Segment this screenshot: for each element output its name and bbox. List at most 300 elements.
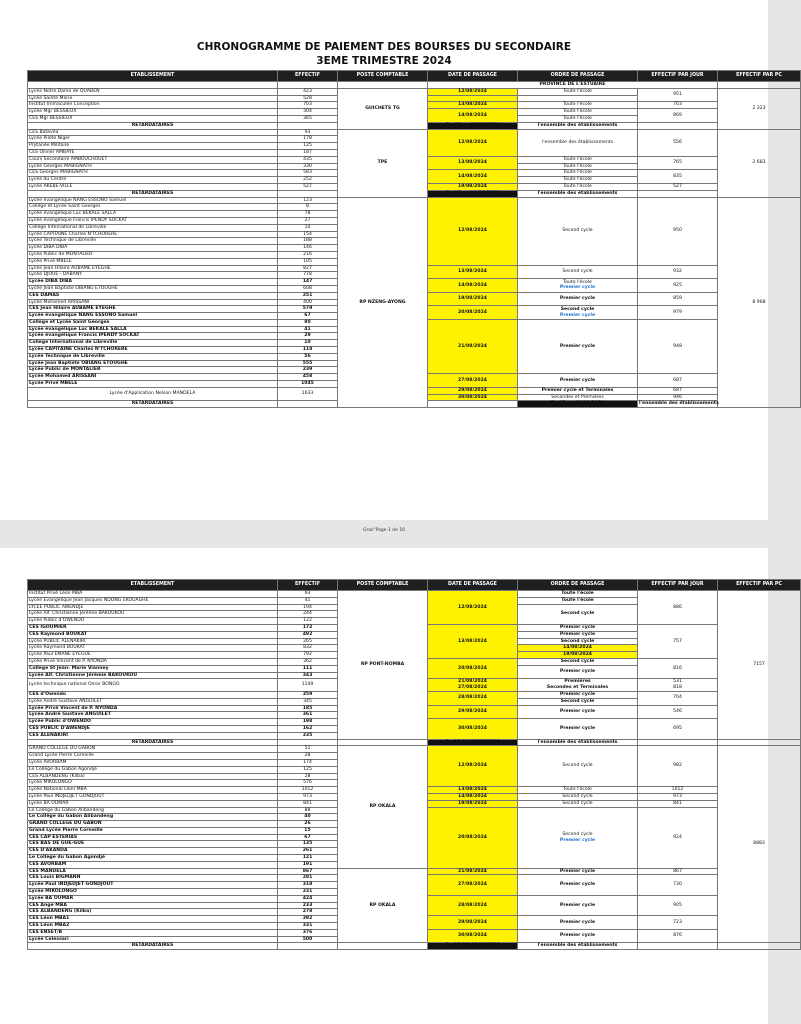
table-cell: 239 [278, 367, 338, 374]
table-cell: 125 [278, 766, 338, 773]
table-cell: 458 [278, 374, 338, 381]
table-cell: 703 [278, 102, 338, 109]
table-cell: 14/08/2024 [518, 645, 638, 652]
table-cell: 28 [278, 773, 338, 780]
table-cell [428, 401, 518, 408]
table-cell: Premier cycle [518, 319, 638, 373]
table-cell: 973 [278, 793, 338, 800]
table-cell: Lycée Public d'OWENDO [28, 719, 278, 726]
table-cell: 946 [638, 394, 718, 401]
header-row [28, 580, 801, 591]
table-cell: 832 [278, 645, 338, 652]
table-row [28, 197, 801, 204]
table-cell: Lycée Sainte Marie [28, 95, 278, 102]
table-cell: 118 [278, 347, 338, 354]
table-cell: 123 [278, 197, 338, 204]
table-cell: Second cycle Premier cycle [518, 306, 638, 320]
table-cell: Lycée MIKOLONGO [28, 780, 278, 787]
table-cell: Du 05 au 06/09/2024 [428, 122, 518, 129]
table-cell [278, 739, 338, 746]
table-cell: Lycée Alf. Christienne Jérémie BAKOUKOU [28, 672, 278, 679]
table-cell: 105 [278, 258, 338, 265]
table-cell: Toute l'école Premier cycle [518, 279, 638, 293]
table-cell: 188 [278, 238, 338, 245]
table-cell: RP NZENG-AYONG [338, 197, 428, 408]
table-cell: 859 [638, 292, 718, 306]
column-header: EFFECTIF [278, 71, 338, 82]
table-cell: 335 [278, 732, 338, 739]
table-cell: 135 [278, 841, 338, 848]
table-cell: Lycée Technique de Libreville [28, 353, 278, 360]
table-cell: 765 [638, 156, 718, 170]
table-cell: 608 [278, 285, 338, 292]
table-cell: 29/08/2024 [428, 387, 518, 394]
table-cell: Du 05 AU 06/09/2024 [428, 739, 518, 746]
table-cell: l'ensemble des établissements [518, 943, 638, 950]
table-row [28, 739, 801, 746]
table-cell: Lycée Privé Vincent de P. NYONDA [28, 658, 278, 665]
table-cell: 187 [278, 149, 338, 156]
table-cell: 265 [278, 638, 338, 645]
table-cell: 20/08/2024 [428, 658, 518, 678]
table-cell: Lycée Jean Baptiste OBIANG ETOUGHE [28, 285, 278, 292]
table-cell: Lycée AVORBAM [28, 759, 278, 766]
table-cell: LYCEE PUBLIC AWENDJE [28, 604, 278, 611]
table-cell: Second cycle [518, 698, 638, 705]
table-cell: 527 [278, 183, 338, 190]
table-cell: Lycée Public d'OWENDO [28, 618, 278, 625]
table-cell: 687 [638, 387, 718, 394]
table-cell: Premier cycle [518, 665, 638, 679]
table-cell: Second cycle [518, 800, 638, 807]
column-header: DATE DE PASSAGE [428, 580, 518, 591]
table-cell: CES Raymond BOUKAT [28, 631, 278, 638]
table-cell: CES ALBANDENG (Kilba) [28, 773, 278, 780]
table-cell: 345 [278, 698, 338, 705]
table-cell: Lycée Privé MBELE [28, 258, 278, 265]
table-cell: 778 [278, 272, 338, 279]
table-cell: Le Collège du Gabon Alibandeng [28, 807, 278, 814]
table-cell: 12/08/2024 [428, 129, 518, 156]
table-cell: Premier cycle [518, 916, 638, 930]
table-cell: 1149 [278, 679, 338, 692]
table-row [28, 868, 801, 875]
table-cell [638, 190, 718, 197]
table-cell: 841 [638, 800, 718, 807]
table-cell: 14/08/2024 [428, 793, 518, 800]
table-cell: CES PUBLIC D'AWENDJE [28, 725, 278, 732]
table-cell: 867 [278, 868, 338, 875]
table-cell: 905 [638, 895, 718, 915]
table-cell: Le Collège du Gabon Agondjé [28, 855, 278, 862]
table-cell: 869 [638, 109, 718, 123]
column-header: EFFECTIF PAR JOUR [638, 580, 718, 591]
table-cell: CES DAMAS [28, 292, 278, 299]
table-cell: Lycée Mgr BESSIEUX [28, 109, 278, 116]
table-cell: 835 [638, 170, 718, 184]
schedule-table-page-2 [27, 579, 801, 950]
table-cell: 41 [278, 597, 338, 604]
table-cell: RETARDATAIRES [28, 190, 278, 197]
table-cell: 555 [278, 360, 338, 367]
table-cell: 78 [278, 211, 338, 218]
table-cell: 318 [278, 882, 338, 889]
table-cell: 376 [278, 929, 338, 936]
table-cell [338, 739, 428, 746]
table-cell: 122 [278, 618, 338, 625]
table-cell: CES D'AKANDA [28, 848, 278, 855]
table-cell: RP PONT-NOMBA [338, 591, 428, 740]
table-cell: Secondes et Premières [518, 394, 638, 401]
table-row [28, 591, 801, 598]
header-row [28, 71, 801, 82]
table-cell: 331 [278, 923, 338, 930]
column-header: EFFECTIF PAR PC [718, 580, 801, 591]
table-cell: Premières Secondes et Terminales [518, 679, 638, 692]
table-cell: 13/08/2024 [428, 624, 518, 658]
table-cell: 67 [278, 313, 338, 320]
table-cell: Institut Privé Léon MBA [28, 591, 278, 598]
table-cell: Premier cycle [518, 875, 638, 895]
table-cell: 435 [278, 156, 338, 163]
table-cell: Lycée DJOUE - DABANY [28, 272, 278, 279]
table-cell: CES Batavéa [28, 129, 278, 136]
table-cell: CES AVORBAM [28, 861, 278, 868]
table-cell: CES Jean Hilaire AUBAME EYEGHE [28, 306, 278, 313]
table-cell: Premier cycle [518, 929, 638, 943]
table-cell [338, 82, 428, 89]
document-title: CHRONOGRAMME DE PAIEMENT DES BOURSES DU SECONDAIRE [196, 41, 572, 53]
table-cell: Lycée évangélique Luc BEKALE SALLA [28, 211, 278, 218]
table-cell: 392 [278, 916, 338, 923]
table-cell: Lycée Jean Hilaire AUBAME EYEGHE [28, 265, 278, 272]
table-cell: Lycée Mohamed ARISSANI [28, 299, 278, 306]
table-cell: 2 683 [718, 129, 801, 197]
table-cell [338, 943, 428, 950]
table-cell: Toute l'école [518, 109, 638, 116]
table-cell [718, 943, 801, 950]
table-cell: 19/08/2024 [428, 800, 518, 807]
table-cell: 973 [638, 793, 718, 800]
table-cell: 231 [278, 889, 338, 896]
table-cell: 841 [278, 800, 338, 807]
page-footer: Gras°Page 1 de 16 [362, 528, 406, 533]
table-cell: College St Jean- Marie Vianney [28, 665, 278, 672]
column-header: ETABLISSEMENT [28, 71, 278, 82]
column-header: POSTE COMPTABLE [338, 71, 428, 82]
table-cell: Toute l'école [518, 787, 638, 794]
table-cell: 93 [278, 129, 338, 136]
table-cell: 13/08/2024 [428, 102, 518, 109]
table-cell: Lycée Paul INDJEDJET GONDJOUT [28, 793, 278, 800]
table-cell: 867 [638, 868, 718, 875]
column-header: ORDRE DE PASSAGE [518, 580, 638, 591]
table-cell: Second cycle [518, 658, 638, 665]
table-cell: CES ENSET/B [28, 929, 278, 936]
column-header: ORDRE DE PASSAGE [518, 71, 638, 82]
table-cell: Lycée évangélique Francis IPENDY SOCKAT [28, 217, 278, 224]
table-cell: l'ensemble des établissements [639, 401, 719, 407]
table-cell [278, 122, 338, 129]
table-cell: CES BAS DE GUE-GUE [28, 841, 278, 848]
table-cell [278, 82, 338, 89]
table-cell: Toute l'école [518, 591, 638, 598]
table-cell: Lycée National Léon MBA [28, 787, 278, 794]
table-cell: Lycée Technique de Libreville [28, 238, 278, 245]
table-cell: CES ALENAKIRI [28, 732, 278, 739]
table-cell: 13/08/2024 [428, 265, 518, 279]
table-cell: 579 [278, 306, 338, 313]
table-cell: 361 [278, 712, 338, 719]
table-cell: Toute l'école [518, 88, 638, 95]
table-cell: Lycée Privé MBELE [28, 381, 278, 388]
table-cell: 723 [638, 916, 718, 930]
table-cell: 792 [278, 652, 338, 659]
table-row [28, 943, 801, 950]
table-cell: 251 [278, 292, 338, 299]
table-cell: 30/08/2024 [428, 719, 518, 739]
table-cell: 886 [638, 591, 718, 625]
table-cell: Lycée CAPITAINE Charles N'TCHORERE [28, 231, 278, 238]
table-cell: 14/08/2024 [428, 109, 518, 123]
table-cell: 924 [638, 807, 718, 868]
table-cell [278, 190, 338, 197]
table-cell [638, 122, 718, 129]
table-cell: 51 [278, 746, 338, 753]
table-cell: Premier cycle [518, 292, 638, 306]
table-cell: Second cycle [518, 746, 638, 787]
table-cell: 21/08/2024 27/08/2024 [428, 679, 518, 692]
table-cell: Grand Lycée Pierre Corneille [28, 753, 278, 760]
table-cell: Lycée PUBLIC ALENAKIRI [28, 638, 278, 645]
table-cell: Premier cycle [518, 631, 638, 638]
table-cell: 500 [278, 936, 338, 943]
table-cell: RP OKALA [338, 746, 428, 868]
table-row [28, 82, 801, 89]
table-cell: CES ALBANDENG (Kilba) [28, 909, 278, 916]
table-cell: Premier cycle [518, 895, 638, 915]
table-cell [278, 401, 338, 408]
table-cell: GUICHETS TG [338, 88, 428, 129]
table-cell: 546 [638, 705, 718, 719]
table-cell: 330 [278, 163, 338, 170]
table-cell: 26 [278, 821, 338, 828]
table-cell: TPE [338, 129, 428, 197]
table-cell: 15 [278, 827, 338, 834]
table-cell: CES IGOUMIER [28, 624, 278, 631]
table-cell: CES Léon MBA1 [28, 916, 278, 923]
column-header: ETABLISSEMENT [28, 580, 278, 591]
table-cell: 67 [278, 834, 338, 841]
table-cell: 687 [638, 374, 718, 388]
column-header: EFFECTIF [278, 580, 338, 591]
table-cell: 365 [278, 115, 338, 122]
table-cell: CES MANDELA [28, 868, 278, 875]
table-cell: 400 [278, 299, 338, 306]
table-cell: 93 [278, 591, 338, 598]
table-cell [518, 95, 638, 102]
table-cell: 979 [638, 306, 718, 320]
table-cell: 121 [278, 855, 338, 862]
table-cell: 424 [278, 895, 338, 902]
table-cell: Toute l'école [518, 183, 638, 190]
table-cell: Collège International de Libreville [28, 224, 278, 231]
table-cell: Du 05 au 06/09/2024 [428, 190, 518, 197]
table-cell: l'ensemble des établissements [518, 739, 638, 746]
table-cell: 12/08/2024 [428, 197, 518, 265]
table-cell: 198 [278, 719, 338, 726]
table-cell: 191 [278, 861, 338, 868]
table-cell: 10 [278, 340, 338, 347]
table-cell: 19/08/2024 [518, 652, 638, 659]
table-cell: CES d'Owendo [28, 691, 278, 698]
table-cell: Lycée CAPITAINE Charles N'TCHORERE [28, 347, 278, 354]
table-cell: Lycée DIBA DIBA [28, 279, 278, 286]
table-cell: 876 [638, 929, 718, 943]
table-cell: CES Olivier AMBAYE [28, 149, 278, 156]
table-cell: 154 [278, 231, 338, 238]
table-cell: 233 [278, 902, 338, 909]
table-cell: Second cycle Premier cycle [518, 807, 638, 868]
table-row [28, 746, 801, 753]
table-cell: 13/08/2024 [428, 156, 518, 170]
table-cell: 8883 [718, 746, 801, 943]
table-cell: 556 [638, 129, 718, 156]
table-cell: 28/08/2024 [428, 691, 518, 705]
table-cell: 14/08/2024 [428, 170, 518, 184]
table-cell: CES CAP ESTERIAS [28, 834, 278, 841]
table-cell: 174 [278, 759, 338, 766]
table-cell: 278 [278, 909, 338, 916]
table-cell: 40 [278, 814, 338, 821]
table-cell: RETARDATAIRES [28, 943, 278, 950]
table-cell: 7157 [718, 591, 801, 740]
table-cell: Lycée du Centre [28, 177, 278, 184]
table-cell: 19/08/2024 [428, 292, 518, 306]
table-cell: 27/08/2024 [428, 875, 518, 895]
table-cell: GRAND COLLEGE DU GABON [28, 821, 278, 828]
table-cell: 20/08/2024 [428, 807, 518, 868]
table-cell: Du 05 AU 06/09/2024 [428, 943, 518, 950]
table-cell: CES Mgr BESSIEUX [28, 115, 278, 122]
table-cell: Le Collège du Gabon Alibandeng [28, 814, 278, 821]
table-cell: 41 [278, 326, 338, 333]
table-cell: 20/08/2024 [428, 306, 518, 320]
table-cell: Lycée Raymond BOUKAT [28, 645, 278, 652]
table-cell: 932 [638, 265, 718, 279]
column-header: POSTE COMPTABLE [338, 580, 428, 591]
table-cell: 194 [278, 604, 338, 611]
table-cell: 1633 [278, 387, 338, 401]
table-cell: 29/08/2024 [428, 705, 518, 719]
table-cell: Lycée Celessari [28, 936, 278, 943]
table-cell: 527 [638, 183, 718, 190]
table-cell: 362 [278, 658, 338, 665]
table-cell [428, 95, 518, 102]
table-cell: 827 [278, 265, 338, 272]
table-cell: 111 [278, 665, 338, 672]
table-cell: Lycée DIBA DIBA [28, 245, 278, 252]
table-cell: 703 [638, 102, 718, 109]
table-cell: 950 [638, 197, 718, 265]
table-cell [638, 739, 718, 746]
table-cell: l'ensemble des établissements [518, 122, 638, 129]
table-cell: 21/08/2024 [428, 868, 518, 875]
table-cell: Second cycle [518, 604, 638, 624]
table-cell: CES Louis BIGMANN [28, 875, 278, 882]
table-cell: Premier cycle [518, 868, 638, 875]
table-cell: 576 [278, 780, 338, 787]
table-cell: Lycée Georges MABIGNATH [28, 163, 278, 170]
table-cell [28, 82, 278, 89]
table-cell: 30/08/2024 [428, 929, 518, 943]
table-cell: 730 [638, 875, 718, 895]
table-cell: 162 [278, 725, 338, 732]
table-cell: 172 [278, 624, 338, 631]
table-cell: PROVINCE DE L'ESTUAIRE [428, 82, 718, 89]
table-cell: 19/08/2024 [428, 183, 518, 190]
table-cell: Toute l'école [518, 177, 638, 184]
table-cell [718, 82, 801, 89]
table-cell: Lycée MIKOLONGO [28, 889, 278, 896]
column-header: DATE DE PASSAGE [428, 71, 518, 82]
table-cell: Premier cycle [518, 624, 638, 631]
table-row [28, 129, 801, 136]
table-cell: 695 [638, 719, 718, 739]
table-cell: 492 [278, 631, 338, 638]
table-cell: 178 [278, 136, 338, 143]
table-cell: Toute l'école [518, 170, 638, 177]
table-cell: 12/08/2024 [428, 746, 518, 787]
table-cell: Premier cycle [518, 719, 638, 739]
table-cell: 244 [278, 611, 338, 618]
table-cell: 88 [278, 807, 338, 814]
table-cell: Second cycle [518, 265, 638, 279]
table-cell: 583 [278, 170, 338, 177]
table-cell: College International de Libreville [28, 340, 278, 347]
table-cell: 982 [638, 746, 718, 787]
table-cell: l'ensemble des établissements [518, 190, 638, 197]
table-cell: 147 [278, 279, 338, 286]
table-cell: 951 [638, 88, 718, 102]
table-cell: 8 [278, 204, 338, 211]
table-cell: 359 [278, 691, 338, 698]
table-cell: Premier cycle [518, 691, 638, 698]
table-cell: l'ensemble des établissements [518, 129, 638, 156]
table-cell: 56 [278, 353, 338, 360]
table-cell: 27 [278, 217, 338, 224]
table-cell: Second cycle [518, 638, 638, 645]
table-cell: 948 [638, 319, 718, 373]
table-cell: 704 [638, 691, 718, 705]
table-cell: Toute l'école [518, 115, 638, 122]
table-cell: Lycée Paul INDJEDJET GONDJOUT [28, 882, 278, 889]
table-cell [278, 943, 338, 950]
column-header: EFFECTIF PAR JOUR [638, 71, 718, 82]
table-cell: CES Ange MBA [28, 902, 278, 909]
table-cell: Lycée Evangélique Jean Jacques NDONG EKOUAGHE [28, 597, 278, 604]
table-cell: 27/08/2024 [428, 374, 518, 388]
table-cell: 28 [278, 753, 338, 760]
table-cell: Lycée évangélique Francis IPENDY SOCKAT [28, 333, 278, 340]
table-cell: 216 [278, 251, 338, 258]
table-cell: 12/08/2024 [428, 88, 518, 95]
table-cell [638, 943, 718, 950]
table-cell: Lycée évangélique NANG ESSONO Samuel [28, 313, 278, 320]
table-cell: 423 [278, 88, 338, 95]
table-cell: Collège et Lycée Saint Georges [28, 204, 278, 211]
table-cell: 12/08/2024 [428, 591, 518, 625]
